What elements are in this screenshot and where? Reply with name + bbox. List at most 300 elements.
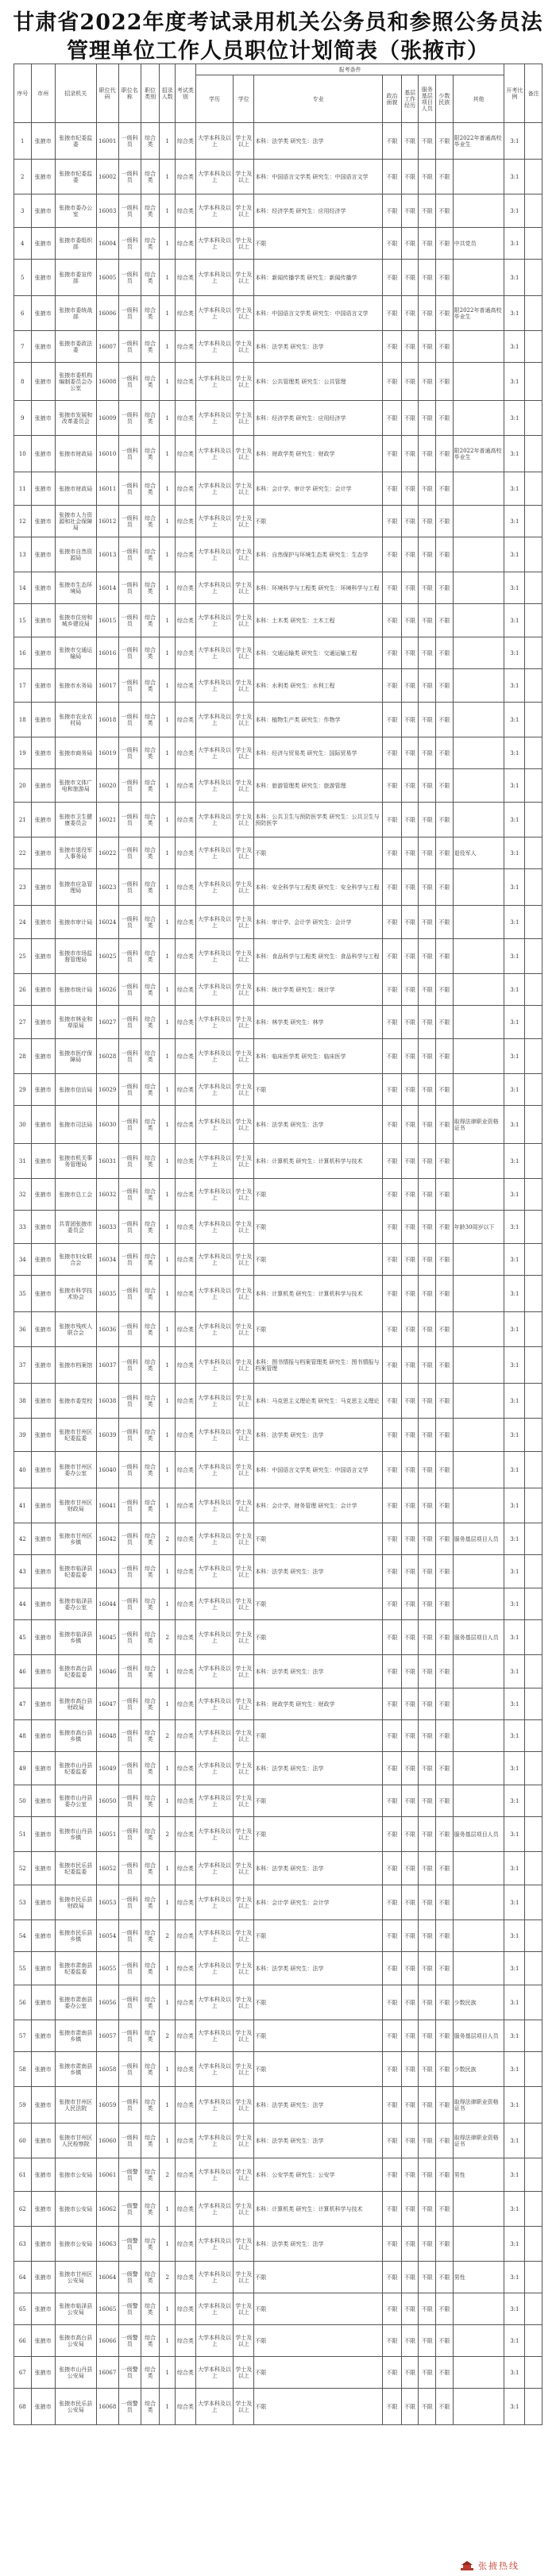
cell-area: 张掖市 xyxy=(31,2052,55,2087)
cell-service-project: 不限 xyxy=(419,1244,436,1276)
cell-exam-type: 综合类 xyxy=(175,703,195,737)
cell-education: 大学本科及以上 xyxy=(195,1074,234,1106)
cell-exam-type: 综合类 xyxy=(175,2293,195,2325)
cell-post-name: 一级警员 xyxy=(118,2158,141,2192)
cell-political: 不限 xyxy=(383,1488,402,1523)
cell-post-type: 综合类 xyxy=(141,703,160,737)
cell-major: 不限 xyxy=(254,1985,383,2020)
cell-post-code: 16061 xyxy=(96,2158,118,2192)
cell-post-code: 16021 xyxy=(96,803,118,837)
table-row xyxy=(14,194,542,228)
cell-post-name: 一级科员 xyxy=(118,537,141,572)
cell-major: 不限 xyxy=(254,2357,383,2389)
cell-degree: 学士及以上 xyxy=(234,1752,254,1785)
cell-service-project: 不限 xyxy=(419,1144,436,1179)
cell-major: 本科：食品科学与工程类 研究生：食品科学与工程 xyxy=(254,939,383,974)
cell-exam-type: 综合类 xyxy=(175,160,195,194)
cell-minority: 不限 xyxy=(436,2227,454,2262)
table-row xyxy=(14,1144,542,1179)
cell-other xyxy=(453,803,504,837)
cell-minority: 不限 xyxy=(436,1655,454,1688)
cell-post-type: 综合类 xyxy=(141,160,160,194)
cell-post-type: 综合类 xyxy=(141,1817,160,1852)
cell-grassroots: 不限 xyxy=(401,803,419,837)
cell-service-project: 不限 xyxy=(419,703,436,737)
cell-num: 1 xyxy=(160,331,175,363)
cell-post-code: 16001 xyxy=(96,123,118,160)
cell-notes xyxy=(525,1384,542,1419)
cell-post-type: 综合类 xyxy=(141,1655,160,1688)
table-row xyxy=(14,2052,542,2087)
cell-degree: 学士及以上 xyxy=(234,1276,254,1312)
cell-seq: 57 xyxy=(14,2020,32,2052)
cell-unit: 张掖市甘州区公安局 xyxy=(55,2262,96,2293)
cell-grassroots: 不限 xyxy=(401,769,419,803)
cell-post-code: 16018 xyxy=(96,703,118,737)
cell-notes xyxy=(525,1952,542,1985)
cell-post-type: 综合类 xyxy=(141,572,160,604)
cell-service-project: 不限 xyxy=(419,1179,436,1211)
cell-post-type: 综合类 xyxy=(141,1952,160,1985)
cell-area: 张掖市 xyxy=(31,1074,55,1106)
cell-test-ratio: 3:1 xyxy=(504,737,525,769)
table-row xyxy=(14,1952,542,1985)
cell-service-project: 不限 xyxy=(419,1452,436,1488)
cell-other xyxy=(453,939,504,974)
cell-education: 大学本科及以上 xyxy=(195,537,234,572)
cell-seq: 29 xyxy=(14,1074,32,1106)
cell-area: 张掖市 xyxy=(31,1276,55,1312)
cell-post-type: 综合类 xyxy=(141,1179,160,1211)
cell-service-project: 不限 xyxy=(419,869,436,906)
cell-degree: 学士及以上 xyxy=(234,1106,254,1144)
table-row xyxy=(14,869,542,906)
cell-other: 服务基层项目人员 xyxy=(453,2020,504,2052)
cell-exam-type: 综合类 xyxy=(175,2227,195,2262)
cell-post-name: 一级科员 xyxy=(118,2087,141,2124)
cell-education: 大学本科及以上 xyxy=(195,2389,234,2425)
table-header xyxy=(14,64,542,123)
cell-education: 大学本科及以上 xyxy=(195,803,234,837)
cell-minority: 不限 xyxy=(436,703,454,737)
cell-num: 1 xyxy=(160,737,175,769)
cell-num: 1 xyxy=(160,472,175,506)
cell-area: 张掖市 xyxy=(31,1144,55,1179)
cell-minority: 不限 xyxy=(436,906,454,939)
cell-num: 2 xyxy=(160,2262,175,2293)
cell-post-type: 综合类 xyxy=(141,769,160,803)
cell-post-name: 一级科员 xyxy=(118,939,141,974)
cell-grassroots: 不限 xyxy=(401,1452,419,1488)
cell-grassroots: 不限 xyxy=(401,703,419,737)
cell-education: 大学本科及以上 xyxy=(195,669,234,703)
cell-grassroots: 不限 xyxy=(401,1144,419,1179)
cell-other: 服务基层项目人员 xyxy=(453,1817,504,1852)
cell-service-project: 不限 xyxy=(419,1106,436,1144)
cell-major: 本科：中国语言文学类 研究生：中国语言文学 xyxy=(254,1452,383,1488)
cell-major: 本科：法学类 研究生：法学 xyxy=(254,1752,383,1785)
cell-post-type: 综合类 xyxy=(141,2052,160,2087)
cell-post-code: 16067 xyxy=(96,2357,118,2389)
cell-degree: 学士及以上 xyxy=(234,2052,254,2087)
cell-test-ratio: 3:1 xyxy=(504,1785,525,1817)
table-row xyxy=(14,1920,542,1952)
table-row xyxy=(14,1074,542,1106)
cell-political: 不限 xyxy=(383,1688,402,1720)
cell-num: 1 xyxy=(160,1452,175,1488)
cell-seq: 32 xyxy=(14,1179,32,1211)
cell-post-code: 16029 xyxy=(96,1074,118,1106)
cell-area: 张掖市 xyxy=(31,160,55,194)
cell-post-code: 16044 xyxy=(96,1588,118,1620)
cell-political: 不限 xyxy=(383,2227,402,2262)
cell-education: 大学本科及以上 xyxy=(195,1688,234,1720)
cell-unit: 张掖市高台县乡镇 xyxy=(55,1720,96,1752)
cell-notes xyxy=(525,1312,542,1347)
cell-grassroots: 不限 xyxy=(401,2192,419,2227)
cell-post-code: 16058 xyxy=(96,2052,118,2087)
cell-grassroots: 不限 xyxy=(401,637,419,669)
cell-grassroots: 不限 xyxy=(401,906,419,939)
cell-exam-type: 综合类 xyxy=(175,123,195,160)
cell-service-project: 不限 xyxy=(419,2293,436,2325)
cell-grassroots: 不限 xyxy=(401,1074,419,1106)
cell-post-code: 16051 xyxy=(96,1817,118,1852)
cell-notes xyxy=(525,537,542,572)
cell-education: 大学本科及以上 xyxy=(195,737,234,769)
cell-grassroots: 不限 xyxy=(401,472,419,506)
cell-post-name: 一级科员 xyxy=(118,401,141,436)
cell-post-code: 16006 xyxy=(96,296,118,331)
cell-grassroots: 不限 xyxy=(401,604,419,637)
cell-major: 不限 xyxy=(254,2020,383,2052)
cell-unit: 张掖市文体广电和旅游局 xyxy=(55,769,96,803)
cell-num: 2 xyxy=(160,2020,175,2052)
cell-minority: 不限 xyxy=(436,436,454,472)
cell-seq: 50 xyxy=(14,1785,32,1817)
cell-major: 本科：财政学类 研究生：财政学 xyxy=(254,436,383,472)
cell-grassroots: 不限 xyxy=(401,363,419,401)
cell-political: 不限 xyxy=(383,1720,402,1752)
cell-exam-type: 综合类 xyxy=(175,803,195,837)
table-row xyxy=(14,2262,542,2293)
cell-education: 大学本科及以上 xyxy=(195,1655,234,1688)
cell-test-ratio: 3:1 xyxy=(504,1384,525,1419)
cell-unit: 张掖市自然资源局 xyxy=(55,537,96,572)
cell-seq: 45 xyxy=(14,1620,32,1655)
cell-education: 大学本科及以上 xyxy=(195,1620,234,1655)
cell-other xyxy=(453,974,504,1006)
cell-seq: 30 xyxy=(14,1106,32,1144)
table-row xyxy=(14,2227,542,2262)
cell-unit: 张掖市甘州区纪委监委 xyxy=(55,1419,96,1452)
cell-notes xyxy=(525,331,542,363)
cell-unit: 张掖市委机构编制委员会办公室 xyxy=(55,363,96,401)
cell-degree: 学士及以上 xyxy=(234,869,254,906)
cell-notes xyxy=(525,906,542,939)
cell-post-type: 综合类 xyxy=(141,2192,160,2227)
cell-major: 本科：图书情报与档案管理类 研究生：图书情报与档案管理 xyxy=(254,1347,383,1384)
cell-area: 张掖市 xyxy=(31,1752,55,1785)
cell-grassroots: 不限 xyxy=(401,1688,419,1720)
table-row xyxy=(14,1452,542,1488)
cell-major: 本科：环境科学与工程类 研究生：环境科学与工程 xyxy=(254,572,383,604)
cell-education: 大学本科及以上 xyxy=(195,703,234,737)
cell-area: 张掖市 xyxy=(31,363,55,401)
cell-unit: 张掖市纪委监委 xyxy=(55,160,96,194)
cell-exam-type: 综合类 xyxy=(175,637,195,669)
cell-num: 1 xyxy=(160,869,175,906)
cell-test-ratio: 3:1 xyxy=(504,2020,525,2052)
cell-notes xyxy=(525,1276,542,1312)
cell-other xyxy=(453,1655,504,1688)
cell-degree: 学士及以上 xyxy=(234,228,254,260)
cell-degree: 学士及以上 xyxy=(234,1211,254,1244)
table-row xyxy=(14,737,542,769)
cell-other xyxy=(453,1074,504,1106)
cell-major: 不限 xyxy=(254,1785,383,1817)
cell-minority: 不限 xyxy=(436,2158,454,2192)
cell-exam-type: 综合类 xyxy=(175,2158,195,2192)
cell-exam-type: 综合类 xyxy=(175,506,195,537)
cell-seq: 51 xyxy=(14,1817,32,1852)
cell-seq: 53 xyxy=(14,1885,32,1920)
table-row xyxy=(14,1852,542,1885)
table-row xyxy=(14,1720,542,1752)
cell-test-ratio: 3:1 xyxy=(504,1688,525,1720)
cell-minority: 不限 xyxy=(436,2293,454,2325)
cell-education: 大学本科及以上 xyxy=(195,472,234,506)
cell-minority: 不限 xyxy=(436,1620,454,1655)
cell-seq: 59 xyxy=(14,2087,32,2124)
cell-unit: 张掖市肃南县乡镇 xyxy=(55,2020,96,2052)
cell-grassroots: 不限 xyxy=(401,974,419,1006)
cell-post-type: 综合类 xyxy=(141,2124,160,2158)
cell-other xyxy=(453,2293,504,2325)
cell-post-code: 16026 xyxy=(96,974,118,1006)
cell-area: 张掖市 xyxy=(31,1179,55,1211)
cell-post-code: 16047 xyxy=(96,1688,118,1720)
cell-minority: 不限 xyxy=(436,2262,454,2293)
cell-post-type: 综合类 xyxy=(141,1852,160,1885)
cell-unit: 张掖市应急管理局 xyxy=(55,869,96,906)
cell-unit: 张掖市临泽县乡镇 xyxy=(55,1620,96,1655)
cell-seq: 25 xyxy=(14,939,32,974)
cell-area: 张掖市 xyxy=(31,2124,55,2158)
cell-post-name: 一级科员 xyxy=(118,436,141,472)
cell-post-code: 16066 xyxy=(96,2325,118,2357)
cell-seq: 26 xyxy=(14,974,32,1006)
cell-post-type: 综合类 xyxy=(141,2262,160,2293)
table-row xyxy=(14,939,542,974)
cell-unit: 张掖市委党校 xyxy=(55,1384,96,1419)
cell-service-project: 不限 xyxy=(419,939,436,974)
cell-notes xyxy=(525,2192,542,2227)
cell-education: 大学本科及以上 xyxy=(195,1720,234,1752)
cell-minority: 不限 xyxy=(436,1039,454,1074)
cell-major: 不限 xyxy=(254,2052,383,2087)
cell-minority: 不限 xyxy=(436,803,454,837)
cell-num: 1 xyxy=(160,1885,175,1920)
cell-num: 2 xyxy=(160,1817,175,1852)
cell-service-project: 不限 xyxy=(419,472,436,506)
cell-test-ratio: 3:1 xyxy=(504,331,525,363)
cell-notes xyxy=(525,1347,542,1384)
cell-test-ratio: 3:1 xyxy=(504,1952,525,1985)
cell-seq: 38 xyxy=(14,1384,32,1419)
cell-exam-type: 综合类 xyxy=(175,2020,195,2052)
cell-other xyxy=(453,1276,504,1312)
cell-seq: 9 xyxy=(14,401,32,436)
cell-minority: 不限 xyxy=(436,637,454,669)
cell-minority: 不限 xyxy=(436,228,454,260)
cell-grassroots: 不限 xyxy=(401,331,419,363)
cell-other: 取得法律职业资格证书 xyxy=(453,1106,504,1144)
cell-test-ratio: 3:1 xyxy=(504,1347,525,1384)
cell-minority: 不限 xyxy=(436,2325,454,2357)
cell-area: 张掖市 xyxy=(31,669,55,703)
cell-political: 不限 xyxy=(383,1276,402,1312)
cell-grassroots: 不限 xyxy=(401,837,419,869)
cell-post-name: 一级科员 xyxy=(118,2020,141,2052)
cell-political: 不限 xyxy=(383,803,402,837)
cell-area: 张掖市 xyxy=(31,1312,55,1347)
cell-degree: 学士及以上 xyxy=(234,1312,254,1347)
cell-exam-type: 综合类 xyxy=(175,363,195,401)
cell-political: 不限 xyxy=(383,1952,402,1985)
cell-other: 服务基层项目人员 xyxy=(453,1620,504,1655)
cell-post-name: 一级科员 xyxy=(118,1985,141,2020)
cell-political: 不限 xyxy=(383,2357,402,2389)
cell-service-project: 不限 xyxy=(419,1720,436,1752)
cell-post-name: 一级科员 xyxy=(118,1211,141,1244)
cell-minority: 不限 xyxy=(436,1074,454,1106)
cell-grassroots: 不限 xyxy=(401,1488,419,1523)
cell-unit: 张掖市医疗保障局 xyxy=(55,1039,96,1074)
cell-unit: 张掖市甘州区人民检察院 xyxy=(55,2124,96,2158)
cell-service-project: 不限 xyxy=(419,2357,436,2389)
cell-seq: 1 xyxy=(14,123,32,160)
cell-political: 不限 xyxy=(383,2325,402,2357)
cell-other: 限2022年普通高校毕业生 xyxy=(453,296,504,331)
table-row xyxy=(14,637,542,669)
cell-minority: 不限 xyxy=(436,1952,454,1985)
cell-service-project: 不限 xyxy=(419,604,436,637)
cell-other xyxy=(453,363,504,401)
cell-area: 张掖市 xyxy=(31,1588,55,1620)
cell-minority: 不限 xyxy=(436,1555,454,1588)
cell-grassroots: 不限 xyxy=(401,2052,419,2087)
cell-exam-type: 综合类 xyxy=(175,472,195,506)
cell-notes xyxy=(525,637,542,669)
cell-post-type: 综合类 xyxy=(141,1419,160,1452)
cell-political: 不限 xyxy=(383,1384,402,1419)
cell-notes xyxy=(525,2052,542,2087)
cell-area: 张掖市 xyxy=(31,296,55,331)
cell-grassroots: 不限 xyxy=(401,436,419,472)
cell-grassroots: 不限 xyxy=(401,1276,419,1312)
cell-political: 不限 xyxy=(383,737,402,769)
cell-degree: 学士及以上 xyxy=(234,637,254,669)
cell-political: 不限 xyxy=(383,769,402,803)
cell-seq: 37 xyxy=(14,1347,32,1384)
cell-major: 本科：会计学、审计学 研究生：会计学 xyxy=(254,472,383,506)
cell-minority: 不限 xyxy=(436,939,454,974)
cell-minority: 不限 xyxy=(436,1688,454,1720)
cell-area: 张掖市 xyxy=(31,803,55,837)
cell-political: 不限 xyxy=(383,194,402,228)
cell-political: 不限 xyxy=(383,506,402,537)
cell-other xyxy=(453,1419,504,1452)
cell-post-name: 一级科员 xyxy=(118,769,141,803)
cell-test-ratio: 3:1 xyxy=(504,1655,525,1688)
header-major: 专业 xyxy=(254,75,383,123)
header-unit: 招录机关 xyxy=(55,64,96,123)
cell-degree: 学士及以上 xyxy=(234,1952,254,1985)
header-post-code: 职位代码 xyxy=(96,64,118,123)
cell-post-code: 16014 xyxy=(96,572,118,604)
cell-minority: 不限 xyxy=(436,123,454,160)
cell-exam-type: 综合类 xyxy=(175,331,195,363)
cell-exam-type: 综合类 xyxy=(175,769,195,803)
cell-major: 不限 xyxy=(254,2262,383,2293)
cell-area: 张掖市 xyxy=(31,2293,55,2325)
cell-unit: 张掖市公安局 xyxy=(55,2192,96,2227)
cell-unit: 张掖市公安局 xyxy=(55,2158,96,2192)
cell-area: 张掖市 xyxy=(31,1106,55,1144)
cell-post-type: 综合类 xyxy=(141,194,160,228)
document-title-line-1: 甘肃省2022年度考试录用机关公务员和参照公务员法 xyxy=(13,10,543,35)
cell-num: 1 xyxy=(160,2293,175,2325)
cell-test-ratio: 3:1 xyxy=(504,2357,525,2389)
cell-area: 张掖市 xyxy=(31,1885,55,1920)
cell-service-project: 不限 xyxy=(419,1920,436,1952)
table-row xyxy=(14,703,542,737)
cell-education: 大学本科及以上 xyxy=(195,1039,234,1074)
cell-unit: 张掖市委宣传部 xyxy=(55,260,96,296)
cell-grassroots: 不限 xyxy=(401,1985,419,2020)
cell-other xyxy=(453,1144,504,1179)
cell-post-type: 综合类 xyxy=(141,1347,160,1384)
cell-post-code: 16015 xyxy=(96,604,118,637)
cell-post-type: 综合类 xyxy=(141,2087,160,2124)
cell-degree: 学士及以上 xyxy=(234,1555,254,1588)
cell-degree: 学士及以上 xyxy=(234,260,254,296)
cell-education: 大学本科及以上 xyxy=(195,160,234,194)
cell-area: 张掖市 xyxy=(31,974,55,1006)
table-row xyxy=(14,1688,542,1720)
cell-seq: 55 xyxy=(14,1952,32,1985)
cell-unit: 张掖市山丹县纪委监委 xyxy=(55,1752,96,1785)
cell-post-code: 16023 xyxy=(96,869,118,906)
cell-post-type: 综合类 xyxy=(141,669,160,703)
cell-num: 1 xyxy=(160,1106,175,1144)
cell-degree: 学士及以上 xyxy=(234,604,254,637)
cell-num: 1 xyxy=(160,1488,175,1523)
cell-degree: 学士及以上 xyxy=(234,1347,254,1384)
cell-test-ratio: 3:1 xyxy=(504,1488,525,1523)
cell-grassroots: 不限 xyxy=(401,228,419,260)
cell-exam-type: 综合类 xyxy=(175,906,195,939)
cell-post-name: 一级科员 xyxy=(118,1852,141,1885)
cell-num: 1 xyxy=(160,2389,175,2425)
cell-minority: 不限 xyxy=(436,974,454,1006)
cell-num: 1 xyxy=(160,2052,175,2087)
cell-seq: 4 xyxy=(14,228,32,260)
cell-exam-type: 综合类 xyxy=(175,436,195,472)
cell-post-code: 16025 xyxy=(96,939,118,974)
cell-other xyxy=(453,2357,504,2389)
